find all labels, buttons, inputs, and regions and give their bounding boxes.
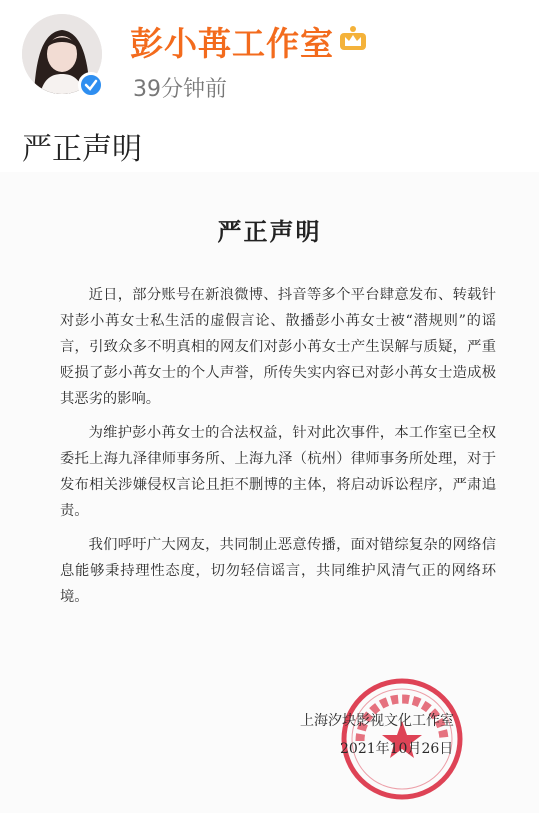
statement-image[interactable] [0, 172, 539, 813]
username[interactable]: 彭小苒工作室 [130, 24, 334, 63]
crown-icon [338, 24, 368, 52]
statement-body [60, 282, 496, 618]
post-header [0, 0, 539, 110]
statement-date: 2021年10月26日 [340, 741, 454, 757]
signer: 上海汐块影视文化工作室 [300, 713, 454, 729]
statement-paragraph-1: 近日，部分账号在新浪微博、抖音等多个平台肆意发布、转载针对彭小苒女士私生活的虚假言论、散播彭小苒女士被“潜规则”的谣言，引致众多不明真相的网友们对彭小苒女士产生误解与质疑，严重贬损了彭小苒女士的个人声誉，所传失实内容已对彭小苒女士造成极其恶劣的影响。 [60, 287, 496, 407]
verified-badge-icon [78, 72, 104, 98]
statement-paragraph-3: 我们呼吁广大网友，共同制止恶意传播，面对错综复杂的网络信息能够秉持理性态度，切勿轻信谣言，共同维护风清气正的网络环境。 [60, 537, 496, 605]
statement-title: 严正声明 [217, 217, 322, 246]
post-time: 39分钟前 [133, 77, 227, 102]
statement-paragraph-2: 为维护彭小苒女士的合法权益，针对此次事件，本工作室已全权委托上海九泽律师事务所、上海九泽（杭州）律师事务所处理，对于发布相关涉嫌侵权言论且拒不删博的主体，将启动诉讼程序，严肃追责。 [60, 425, 496, 519]
post-title: 严正声明 [22, 132, 142, 167]
